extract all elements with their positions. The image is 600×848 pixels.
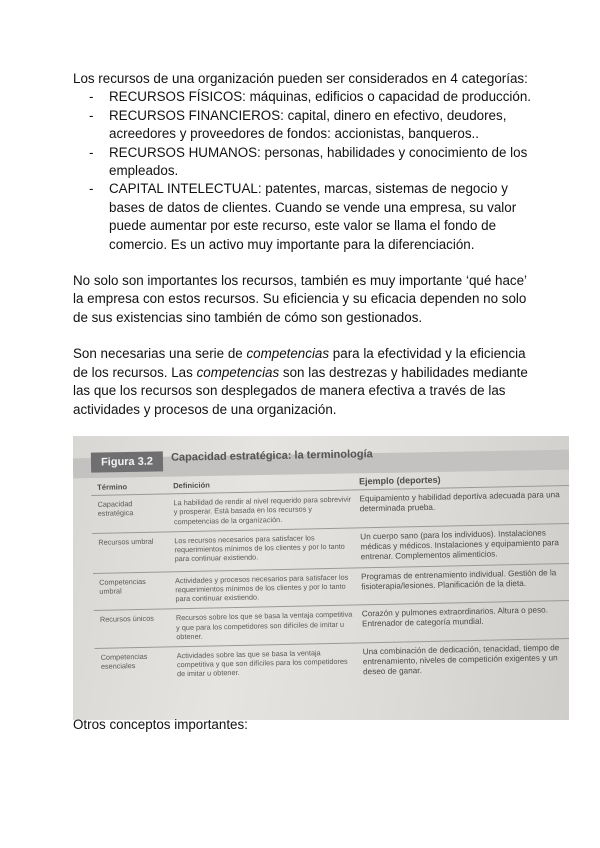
emphasis-term: competencias: [196, 364, 280, 380]
cell-term: Competencias umbral: [99, 576, 146, 596]
cell-example: Un cuerpo sano (para los individuos). Instalaciones médicas y médicos. Instalaciones y equipamiento para entrenar. Complementos alimenticios.: [360, 528, 559, 562]
cell-term: Recursos umbral: [98, 536, 154, 547]
header-example: Ejemplo (deportes): [358, 474, 441, 487]
document-body: [73, 70, 533, 419]
cell-definition: Actividades y procesos necesarios para satisfacer los requerimientos mínimos de los clientes y por lo tanto para continuar existiendo.: [175, 572, 349, 604]
terminology-table: [91, 470, 569, 688]
cell-term: Capacidad estratégica: [97, 499, 134, 519]
bullet-dash: -: [89, 181, 94, 197]
header-definition: Definición: [173, 480, 210, 491]
resource-list: [73, 88, 533, 254]
text-run: son las destrezas y habilidades mediante las que los recursos son desplegados de manera efectiva a través de las actividades y procesos de una organización.: [73, 364, 528, 417]
figure-photo: [73, 436, 569, 720]
list-item: [73, 180, 533, 254]
efficiency-paragraph: No solo son importantes los recursos, también es muy importante ‘qué hace’ la empresa con estos recursos. Su eficiencia y su eficacia dependen no solo de sus existencias sino también de cómo son gestionados.: [73, 273, 527, 325]
cell-definition: Los recursos necesarios para satisfacer los requerimientos mínimos de los clientes y por lo tanto para continuar existiendo.: [174, 533, 345, 564]
competencies-paragraph: [73, 345, 533, 419]
bullet-dash: -: [89, 89, 94, 105]
list-item-text: RECURSOS HUMANOS: personas, habilidades y conocimiento de los empleados.: [109, 144, 528, 179]
header-term: Término: [97, 482, 128, 492]
cell-term: Recursos únicos: [99, 614, 154, 625]
list-item: [73, 88, 533, 106]
cell-example: Corazón y pulmones extraordinarios. Altura o peso. Entrenador de categoría mundial.: [361, 605, 549, 629]
intro-paragraph: Los recursos de una organización pueden ser considerados en 4 categorías:: [73, 71, 528, 86]
figure-title: Capacidad estratégica: la terminología: [170, 448, 373, 464]
cell-term: Competencias esenciales: [100, 651, 148, 672]
list-item: [73, 107, 533, 144]
bullet-dash: -: [89, 144, 94, 160]
text-run: para la efectividad y la eficiencia de los recursos. Las: [73, 346, 526, 380]
closing-line: Otros conceptos importantes:: [73, 717, 248, 732]
list-item-text: RECURSOS FÍSICOS: máquinas, edificios o capacidad de producción.: [109, 89, 532, 105]
figure-label: Figura 3.2: [91, 451, 163, 472]
bullet-dash: -: [89, 107, 94, 123]
emphasis-term: competencias: [246, 346, 330, 362]
cell-example: Programas de entrenamiento individual. Gestión de la fisioterapia/lesiones. Planificación de la dieta.: [360, 568, 557, 592]
list-item-text: CAPITAL INTELECTUAL: patentes, marcas, sistemas de negocio y bases de datos de clientes. Cuando se vende una empresa, su valor puede aumentar por este recurso, este valor se llama el fondo de comercio. Es un activo muy importante para la diferenciación.: [109, 181, 517, 252]
list-item: [73, 144, 533, 181]
text-run: Son necesarias una serie de: [73, 346, 247, 362]
cell-example: Equipamiento y habilidad deportiva adecuada para una determinada prueba.: [359, 490, 560, 514]
cell-definition: La habilidad de rendir al nivel requerido para sobrevivir y prosperar. Está basada en los recursos y competencias de la organización.: [173, 494, 352, 526]
cell-example: Una combinación de dedicación, tenacidad, tiempo de entrenamiento, niveles de competición exigentes y un deseo de ganar.: [362, 643, 560, 677]
cell-definition: Actividades sobre las que se basa la ventaja competitiva y que son difíciles para los competidores de imitar u obtener.: [176, 648, 348, 679]
list-item-text: RECURSOS FINANCIEROS: capital, dinero en efectivo, deudores, acreedores y proveedores de fondos: accionistas, banqueros..: [109, 107, 507, 142]
cell-definition: Recursos sobre los que se basa la ventaja competitiva y que para los competidores son difíciles de imitar u obtener.: [175, 609, 353, 642]
